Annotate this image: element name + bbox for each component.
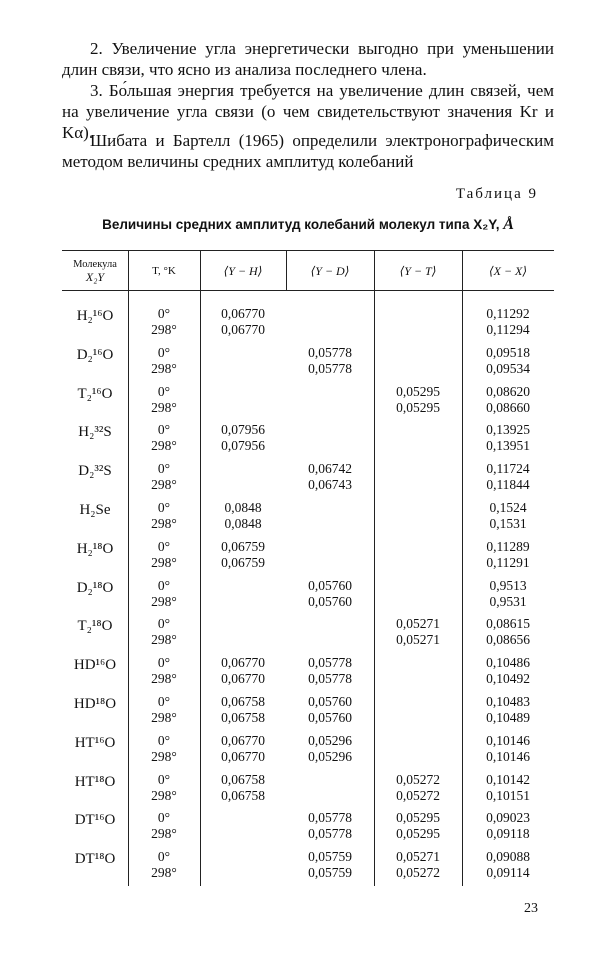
tc-value: 298°	[151, 632, 177, 648]
tc-value: 298°	[151, 748, 177, 764]
table-row	[62, 461, 554, 501]
yd-cell	[286, 810, 374, 842]
yh-value	[200, 632, 286, 648]
tc-value: 298°	[151, 554, 177, 570]
yd-value	[286, 516, 374, 532]
tc-value: 0°	[157, 344, 171, 360]
yh-value: 0,06759	[221, 538, 265, 554]
yt-value: 0,05271	[396, 632, 440, 648]
yd-cell	[286, 306, 374, 338]
xx-value: 0,10146	[486, 732, 530, 748]
xx-cell	[462, 772, 554, 804]
yd-value	[286, 306, 374, 322]
yd-cell	[286, 384, 374, 416]
header-y-d-text: ⟨Y − D⟩	[310, 263, 350, 278]
yd-cell	[286, 655, 374, 687]
yt-value	[374, 749, 462, 765]
yh-cell	[200, 422, 286, 454]
molecule-cell: D₂¹⁸O	[76, 579, 114, 596]
yd-value: 0,05760	[308, 593, 352, 609]
xx-value: 0,10483	[486, 694, 530, 709]
tc-value: 0°	[157, 810, 171, 826]
tc-value: 0°	[157, 732, 171, 748]
yd-value: 0,06742	[308, 461, 352, 477]
table-row	[62, 772, 554, 812]
tc-value: 0°	[157, 849, 171, 865]
yh-cell	[200, 306, 286, 338]
yt-value	[374, 710, 462, 726]
yh-value: 0,06759	[221, 554, 265, 570]
yh-cell	[200, 616, 286, 648]
tc-cell	[128, 578, 200, 610]
yt-value	[374, 655, 462, 671]
tc-cell	[128, 461, 200, 493]
header-x-x-text: ⟨X − X⟩	[488, 263, 528, 278]
table-row	[62, 384, 554, 424]
header-y-t	[374, 252, 462, 290]
tc-cell	[128, 500, 200, 532]
yd-cell	[286, 578, 374, 610]
tc-value: 298°	[151, 438, 177, 454]
table-row	[62, 694, 554, 734]
yh-value	[200, 361, 286, 377]
yt-value: 0,05272	[396, 771, 440, 787]
yt-value: 0,05271	[396, 616, 440, 632]
yh-value	[200, 384, 286, 400]
tc-value: 298°	[151, 865, 177, 881]
yh-value	[200, 849, 286, 865]
yt-value	[374, 539, 462, 555]
tc-cell	[128, 772, 200, 804]
yh-value: 0,06758	[221, 787, 265, 803]
xx-cell	[462, 422, 554, 454]
molecule-cell: HD¹⁸O	[73, 696, 117, 712]
header-molecule-label: Молекула	[73, 259, 117, 270]
yh-value	[200, 616, 286, 632]
yt-cell	[374, 616, 462, 648]
tc-value: 298°	[151, 322, 177, 337]
yh-cell	[200, 772, 286, 804]
tc-cell	[128, 849, 200, 881]
paragraph-3-text: 3. Бо́льшая энергия требуется на увеличение длин связей, чем на увеличение угла связи (о чем свидетельствуют значения Kr и Kα).	[62, 81, 554, 142]
tc-value: 298°	[151, 710, 177, 725]
xx-value: 0,11292	[486, 306, 530, 321]
yd-value: 0,06743	[308, 477, 352, 493]
molecule-cell: DT¹⁸O	[74, 851, 116, 868]
yd-value: 0,05778	[308, 344, 352, 360]
yh-value	[200, 345, 286, 361]
yt-value	[374, 578, 462, 594]
yh-value: 0,06770	[221, 671, 265, 687]
page-number: 23	[524, 901, 538, 916]
xx-value: 0,1524	[489, 500, 527, 515]
table-top-rule	[62, 250, 554, 251]
yt-value	[374, 555, 462, 571]
xx-value: 0,11294	[486, 322, 530, 337]
yh-cell	[200, 578, 286, 610]
xx-value: 0,08656	[486, 632, 530, 648]
yh-cell	[200, 539, 286, 571]
table-number: Таблица 9	[455, 186, 538, 202]
yd-value: 0,05760	[308, 694, 352, 709]
molecule-cell: H₂¹⁸O	[76, 540, 114, 557]
yd-value: 0,05778	[308, 810, 352, 826]
xx-value: 0,11844	[486, 477, 530, 493]
yd-cell	[286, 694, 374, 726]
yd-value: 0,05760	[308, 710, 352, 725]
xx-value: 0,13925	[486, 422, 530, 438]
tc-value: 0°	[157, 538, 171, 554]
xx-cell	[462, 578, 554, 610]
xx-value: 0,10142	[486, 771, 530, 787]
yt-cell	[374, 810, 462, 842]
yt-value: 0,05272	[396, 865, 440, 881]
xx-value: 0,09023	[486, 810, 530, 826]
xx-cell	[462, 500, 554, 532]
tc-cell	[128, 384, 200, 416]
xx-cell	[462, 655, 554, 687]
yh-value: 0,0848	[224, 500, 262, 515]
yt-cell	[374, 772, 462, 804]
paragraph-2-text: 2. Увеличение угла энергетически выгодно при уменьшении длин связи, что ясно из анализа последнего члена.	[62, 39, 554, 79]
yh-cell	[200, 849, 286, 881]
yd-value	[286, 555, 374, 571]
yh-value	[200, 810, 286, 826]
yt-cell	[374, 500, 462, 532]
yt-value	[374, 422, 462, 438]
yh-value: 0,0848	[224, 516, 262, 531]
header-y-d	[286, 252, 374, 290]
yt-value	[374, 322, 462, 338]
yd-cell	[286, 345, 374, 377]
yd-value	[286, 438, 374, 454]
yh-value: 0,06770	[221, 655, 265, 671]
yh-cell	[200, 461, 286, 493]
yd-cell	[286, 849, 374, 881]
yh-cell	[200, 345, 286, 377]
xx-cell	[462, 345, 554, 377]
molecule-cell: D₂¹⁶O	[76, 346, 114, 363]
yt-value: 0,05272	[396, 787, 440, 803]
xx-value: 0,9531	[489, 593, 527, 609]
yh-value	[200, 826, 286, 842]
yh-cell	[200, 694, 286, 726]
xx-value: 0,11724	[486, 461, 530, 477]
yd-value	[286, 384, 374, 400]
yh-value	[200, 578, 286, 594]
yh-value: 0,07956	[221, 438, 265, 454]
xx-cell	[462, 384, 554, 416]
yd-value: 0,05778	[308, 655, 352, 671]
xx-value: 0,09534	[486, 360, 530, 376]
yd-value	[286, 422, 374, 438]
yd-cell	[286, 772, 374, 804]
table-row	[62, 500, 554, 540]
molecule-cell: HT¹⁸O	[74, 773, 116, 790]
yt-cell	[374, 849, 462, 881]
tc-cell	[128, 733, 200, 765]
yh-value: 0,06770	[221, 732, 265, 748]
xx-value: 0,08620	[486, 383, 530, 399]
tc-cell	[128, 345, 200, 377]
xx-cell	[462, 733, 554, 765]
xx-value: 0,09114	[486, 865, 530, 881]
xx-value: 0,08660	[486, 399, 530, 415]
table-row	[62, 306, 554, 346]
xx-value: 0,11291	[486, 554, 530, 570]
tc-cell	[128, 306, 200, 338]
yt-value: 0,05295	[396, 810, 440, 826]
yh-cell	[200, 810, 286, 842]
table-row	[62, 849, 554, 889]
tc-value: 298°	[151, 593, 177, 609]
yh-value	[200, 477, 286, 493]
yt-value	[374, 694, 462, 710]
yt-value: 0,05295	[396, 399, 440, 415]
header-x-x	[462, 252, 554, 290]
tc-value: 0°	[157, 694, 171, 709]
table-row	[62, 578, 554, 618]
tc-value: 0°	[157, 422, 171, 438]
yd-cell	[286, 539, 374, 571]
header-y-t-text: ⟨Y − T⟩	[399, 263, 437, 278]
tc-value: 298°	[151, 399, 177, 415]
tc-cell	[128, 422, 200, 454]
table-row	[62, 733, 554, 773]
table-row	[62, 539, 554, 579]
xx-value: 0,09118	[486, 826, 530, 842]
tc-value: 0°	[157, 383, 171, 399]
yd-value: 0,05778	[308, 826, 352, 842]
tc-value: 0°	[157, 500, 171, 515]
xx-value: 0,10151	[486, 787, 530, 803]
yd-value	[286, 788, 374, 804]
xx-value: 0,09518	[486, 344, 530, 360]
header-temperature: T, °K	[152, 265, 176, 277]
yd-cell	[286, 422, 374, 454]
xx-cell	[462, 306, 554, 338]
molecule-cell: T₂¹⁶O	[77, 385, 113, 402]
header-molecule-formula: X₂Y	[85, 270, 105, 284]
yt-cell	[374, 461, 462, 493]
yh-cell	[200, 384, 286, 416]
tc-value: 298°	[151, 826, 177, 842]
yt-value: 0,05295	[396, 383, 440, 399]
xx-value: 0,09088	[486, 849, 530, 865]
tc-value: 0°	[157, 577, 171, 593]
yt-cell	[374, 539, 462, 571]
yt-value: 0,05271	[396, 849, 440, 865]
xx-value: 0,08615	[486, 616, 530, 632]
table-row	[62, 655, 554, 695]
yh-value	[200, 865, 286, 881]
yt-cell	[374, 306, 462, 338]
tc-value: 298°	[151, 671, 177, 687]
yh-value	[200, 594, 286, 610]
yt-value	[374, 438, 462, 454]
tc-cell	[128, 655, 200, 687]
yt-value	[374, 671, 462, 687]
yd-cell	[286, 616, 374, 648]
yt-value	[374, 361, 462, 377]
table-title-text: Величины средних амплитуд колебаний молекул типа X₂Y,	[102, 217, 500, 232]
yt-value	[374, 500, 462, 516]
yd-value: 0,05760	[308, 577, 352, 593]
header-y-h	[200, 252, 286, 290]
yh-value: 0,06758	[221, 710, 265, 725]
yd-value: 0,05759	[308, 865, 352, 881]
xx-cell	[462, 539, 554, 571]
xx-value: 0,10489	[486, 710, 530, 725]
table-header-rule	[62, 290, 554, 291]
yd-value: 0,05296	[308, 748, 352, 764]
xx-cell	[462, 461, 554, 493]
yh-value: 0,06770	[221, 322, 265, 337]
xx-value: 0,10492	[486, 671, 530, 687]
tc-value: 0°	[157, 771, 171, 787]
yh-value: 0,06758	[221, 771, 265, 787]
molecule-cell: H₂¹⁶O	[76, 308, 114, 324]
yt-cell	[374, 384, 462, 416]
yh-cell	[200, 655, 286, 687]
xx-cell	[462, 616, 554, 648]
yd-cell	[286, 733, 374, 765]
tc-value: 298°	[151, 477, 177, 493]
molecule-cell: DT¹⁶O	[74, 812, 116, 829]
yd-value: 0,05778	[308, 671, 352, 687]
yh-value: 0,07956	[221, 422, 265, 438]
yt-value	[374, 733, 462, 749]
yh-cell	[200, 733, 286, 765]
yh-value: 0,06770	[221, 748, 265, 764]
tc-value: 0°	[157, 461, 171, 477]
paragraph-shibata-text: Шибата и Бартелл (1965) определили электронографическим методом величины средних амплитуд колебаний	[62, 131, 554, 171]
table-row	[62, 616, 554, 656]
yh-value	[200, 461, 286, 477]
xx-value: 0,10486	[486, 655, 530, 671]
yd-value	[286, 616, 374, 632]
yd-value	[286, 539, 374, 555]
molecule-cell: H₂³²S	[78, 424, 112, 441]
table-row	[62, 345, 554, 385]
tc-value: 298°	[151, 787, 177, 803]
yt-cell	[374, 733, 462, 765]
tc-cell	[128, 616, 200, 648]
tc-value: 0°	[157, 616, 171, 632]
yd-value	[286, 322, 374, 338]
xx-value: 0,13951	[486, 438, 530, 454]
yt-cell	[374, 345, 462, 377]
yt-value	[374, 306, 462, 322]
xx-cell	[462, 849, 554, 881]
table-title	[62, 216, 554, 234]
yd-value: 0,05778	[308, 360, 352, 376]
yt-value	[374, 594, 462, 610]
yt-cell	[374, 694, 462, 726]
yd-cell	[286, 461, 374, 493]
yt-value	[374, 345, 462, 361]
yd-cell	[286, 500, 374, 532]
yd-value	[286, 500, 374, 516]
tc-value: 298°	[151, 360, 177, 376]
yt-value: 0,05295	[396, 826, 440, 842]
yt-cell	[374, 578, 462, 610]
paragraph-2	[62, 38, 554, 80]
yh-value: 0,06770	[221, 306, 265, 321]
yd-value: 0,05759	[308, 849, 352, 865]
header-y-h-text: ⟨Y − H⟩	[223, 263, 263, 278]
molecule-cell: HD¹⁶O	[73, 657, 117, 674]
tc-cell	[128, 810, 200, 842]
yt-cell	[374, 422, 462, 454]
xx-value: 0,10146	[486, 748, 530, 764]
tc-value: 0°	[157, 655, 171, 671]
xx-value: 0,9513	[489, 577, 527, 593]
xx-cell	[462, 694, 554, 726]
table-title-unit: Å	[503, 216, 514, 233]
tc-cell	[128, 694, 200, 726]
xx-cell	[462, 810, 554, 842]
tc-value: 298°	[151, 516, 177, 531]
xx-value: 0,11289	[486, 538, 530, 554]
xx-value: 0,1531	[489, 516, 527, 531]
yt-value	[374, 461, 462, 477]
tc-value: 0°	[157, 306, 171, 321]
yh-value	[200, 400, 286, 416]
paragraph-shibata	[62, 130, 554, 172]
yd-value	[286, 400, 374, 416]
table-row	[62, 810, 554, 850]
molecule-cell: H₂Se	[79, 502, 111, 518]
molecule-cell: T₂¹⁸O	[77, 618, 113, 635]
tc-cell	[128, 539, 200, 571]
table-row	[62, 422, 554, 462]
yd-value: 0,05296	[308, 732, 352, 748]
yh-cell	[200, 500, 286, 532]
yd-value	[286, 772, 374, 788]
molecule-cell: D₂³²S	[78, 463, 112, 480]
header-molecule	[62, 252, 128, 290]
yd-value	[286, 632, 374, 648]
yt-value	[374, 516, 462, 532]
yh-value: 0,06758	[221, 694, 265, 709]
yt-value	[374, 477, 462, 493]
molecule-cell: HT¹⁶O	[74, 734, 116, 751]
yt-cell	[374, 655, 462, 687]
